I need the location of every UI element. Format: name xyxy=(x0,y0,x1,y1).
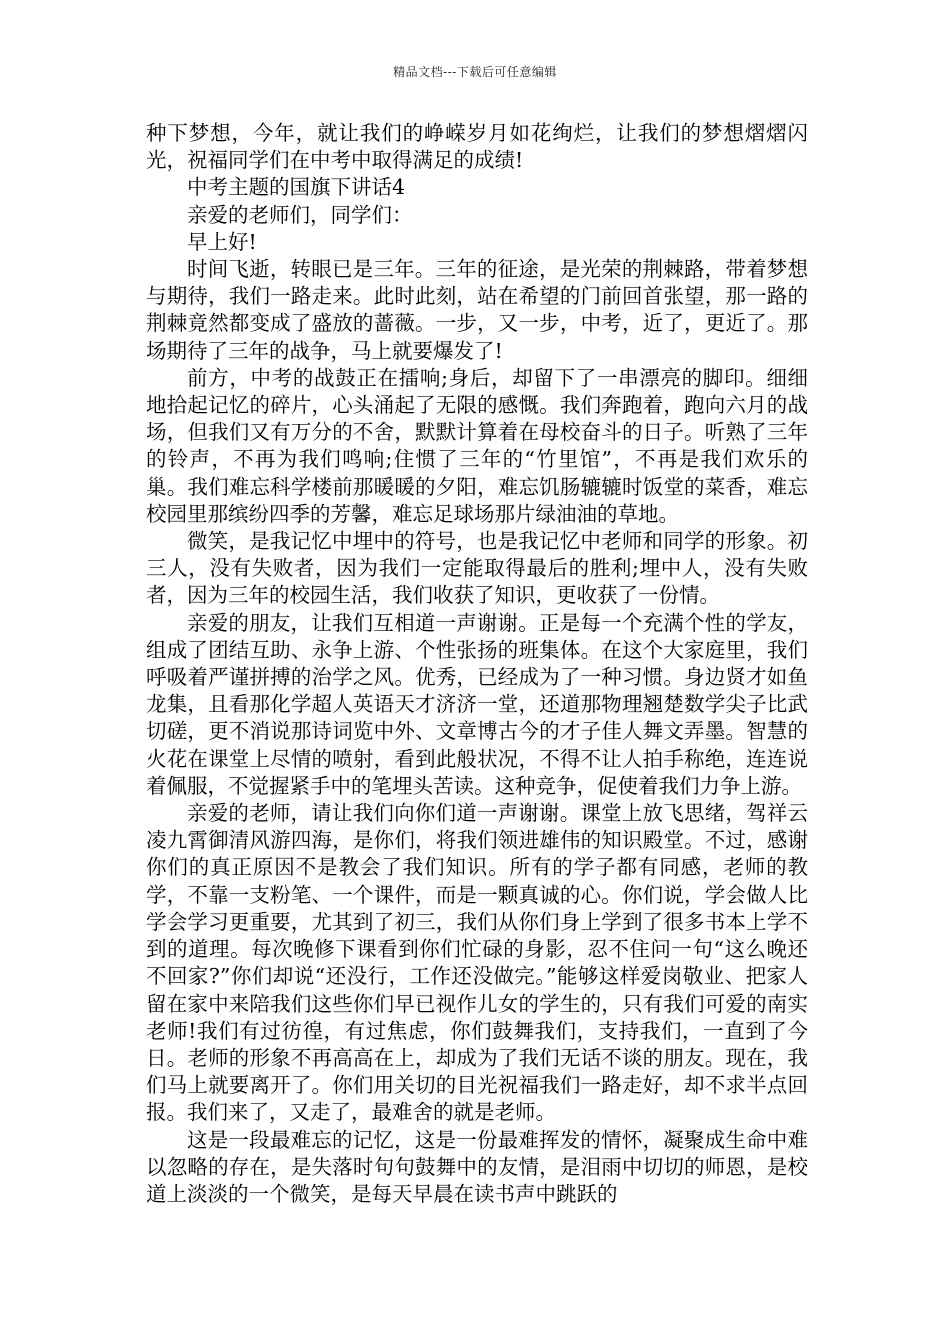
paragraph: 这是一段最难忘的记忆，这是一份最难挥发的情怀，凝聚成生命中难以忽略的存在，是失落时句句鼓舞中的友情，是泪雨中切切的师恩，是校道上淡淡的一个微笑，是每天早晨在读书声中跳跃的 xyxy=(146,1127,808,1206)
document-body xyxy=(146,120,808,1208)
paragraph: 亲爱的朋友，让我们互相道一声谢谢。正是每一个充满个性的学友，组成了团结互助、永争上游、个性张扬的班集体。在这个大家庭里，我们呼吸着严谨拼搏的治学之风。优秀，已经成为了一种习惯。身边贤才如鱼龙集，且看那化学超人英语天才济济一堂，还道那物理翘楚数学尖子比武切磋，更不消说那诗词览中外、文章博古今的才子佳人舞文弄墨。智慧的火花在课堂上尽情的喷射，看到此般状况，不得不让人拍手称绝，连连说着佩服，不觉握紧手中的笔埋头苦读。这种竞争，促使着我们力争上游。 xyxy=(146,610,808,798)
paragraph-continuation: 种下梦想，今年，就让我们的峥嵘岁月如花绚烂，让我们的梦想熠熠闪光，祝福同学们在中考中取得满足的成绩! xyxy=(146,121,808,173)
paragraph: 时间飞逝，转眼已是三年。三年的征途，是光荣的荆棘路，带着梦想与期待，我们一路走来。此时此刻，站在希望的门前回首张望，那一路的荆棘竟然都变成了盛放的蔷薇。一步，又一步，中考，近了，更近了。那场期待了三年的战争，马上就要爆发了! xyxy=(146,257,808,363)
paragraph: 微笑，是我记忆中埋中的符号，也是我记忆中老师和同学的形象。初三人，没有失败者，因为我们一定能取得最后的胜利;埋中人，没有失败者，因为三年的校园生活，我们收获了知识，更收获了一份情。 xyxy=(146,529,808,608)
greeting: 早上好! xyxy=(187,229,257,254)
section-title: 中考主题的国旗下讲话4 xyxy=(187,175,406,200)
page-header: 精品文档---下载后可任意编辑 xyxy=(393,65,557,79)
salutation: 亲爱的老师们，同学们： xyxy=(187,202,413,227)
paragraph: 前方，中考的战鼓正在擂响;身后，却留下了一串漂亮的脚印。细细地拾起记忆的碎片，心头涌起了无限的感慨。我们奔跑着，跑向六月的战场，但我们又有万分的不舍，默默计算着在母校奋斗的日子。听熟了三年的铃声，不再为我们鸣响;住惯了三年的“竹里馆”，不再是我们欢乐的巢。我们难忘科学楼前那暖暖的夕阳，难忘饥肠辘辘时饭堂的菜香，难忘校园里那缤纷四季的芳馨，难忘足球场那片绿油油的草地。 xyxy=(146,365,808,526)
paragraph: 亲爱的老师，请让我们向你们道一声谢谢。课堂上放飞思绪，驾祥云凌九霄御清风游四海，是你们，将我们领进雄伟的知识殿堂。不过，感谢你们的真正原因不是教会了我们知识。所有的学子都有同感，老师的教学，不靠一支粉笔、一个课件，而是一颗真诚的心。你们说，学会做人比学会学习更重要，尤其到了初三，我们从你们身上学到了很多书本上学不到的道理。每次晚修下课看到你们忙碌的身影，忍不住问一句“这么晚还不回家?”你们却说“还没行，工作还没做完。”能够这样爱岗敬业、把家人留在家中来陪我们这些你们早已视作儿女的学生的，只有我们可爱的南实老师!我们有过彷徨，有过焦虑，你们鼓舞我们，支持我们，一直到了今日。老师的形象不再高高在上，却成为了我们无话不谈的朋友。现在，我们马上就要离开了。你们用关切的目光祝福我们一路走好，却不求半点回报。我们来了，又走了，最难舍的就是老师。 xyxy=(146,801,808,1125)
